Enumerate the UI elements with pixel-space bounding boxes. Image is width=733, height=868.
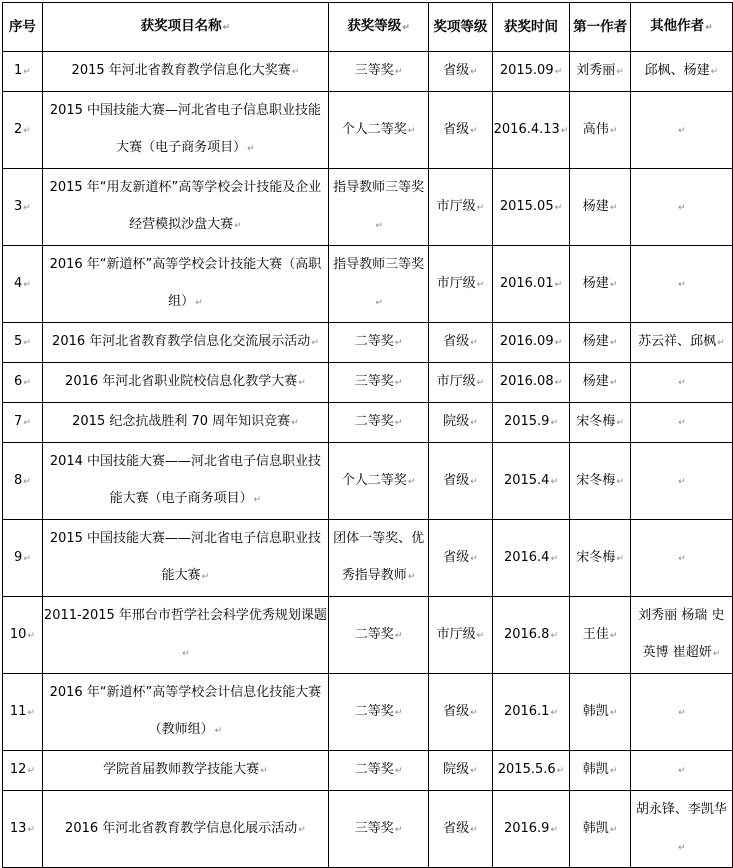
- table-row: [3, 363, 733, 403]
- paragraph-mark-icon: ↵: [560, 125, 569, 136]
- paragraph-mark-icon: ↵: [27, 707, 35, 718]
- cell-other-authors: [630, 52, 732, 92]
- paragraph-mark-icon: ↵: [678, 843, 686, 853]
- paragraph-mark-icon: ↵: [27, 766, 35, 776]
- cell-no-text: 9: [14, 549, 23, 565]
- cell-first-author: [570, 597, 630, 674]
- cell-award-level-text: 市厅级: [436, 626, 476, 642]
- paragraph-mark-icon: ↵: [609, 125, 618, 136]
- table-row: [3, 52, 733, 92]
- cell-date: [492, 443, 570, 520]
- cell-other-authors: [630, 674, 732, 751]
- cell-date-text: 2015.09: [499, 63, 554, 78]
- cell-no: [3, 246, 43, 323]
- cell-award-level-text: 省级: [443, 820, 470, 836]
- paragraph-mark-icon: ↵: [23, 125, 31, 136]
- paragraph-mark-icon: ↵: [27, 824, 35, 835]
- paragraph-mark-icon: ↵: [616, 476, 624, 487]
- cell-no-text: 8: [14, 472, 23, 488]
- table-row: [3, 323, 733, 363]
- paragraph-mark-icon: ↵: [201, 572, 210, 582]
- cell-date: [492, 751, 570, 791]
- paragraph-mark-icon: ↵: [554, 338, 563, 348]
- cell-date-text: 2016.9: [503, 820, 550, 836]
- cell-award-text: 二等奖: [354, 334, 394, 349]
- cell-first-author-text: 韩凯: [582, 820, 609, 836]
- cell-project-name-text: 2014 中国技能大赛——河北省电子信息职业技能大赛（电子商务项目）: [49, 454, 322, 506]
- cell-date-text: 2016.08: [499, 374, 554, 389]
- paragraph-mark-icon: ↵: [195, 298, 203, 308]
- cell-first-author-text: 刘秀丽: [576, 63, 616, 78]
- table-row: [3, 246, 733, 323]
- paragraph-mark-icon: ↵: [311, 338, 319, 348]
- cell-other-authors: [630, 169, 732, 246]
- cell-other-authors: [630, 323, 732, 363]
- paragraph-mark-icon: ↵: [710, 67, 719, 77]
- paragraph-mark-icon: ↵: [554, 202, 563, 213]
- paragraph-mark-icon: ↵: [394, 338, 403, 348]
- paragraph-mark-icon: ↵: [394, 378, 403, 388]
- paragraph-mark-icon: ↵: [407, 125, 416, 136]
- cell-date: [492, 674, 570, 751]
- cell-award-level: [429, 751, 492, 791]
- paragraph-mark-icon: ↵: [550, 707, 558, 718]
- paragraph-mark-icon: ↵: [609, 707, 618, 718]
- paragraph-mark-icon: ↵: [609, 378, 618, 388]
- paragraph-mark-icon: ↵: [678, 378, 686, 388]
- cell-other-authors: [630, 443, 732, 520]
- cell-award-text: 指导教师三等奖: [333, 257, 425, 272]
- paragraph-mark-icon: ↵: [470, 125, 478, 136]
- paragraph-mark-icon: ↵: [470, 707, 478, 718]
- cell-date: [492, 403, 570, 443]
- cell-date: [492, 52, 570, 92]
- cell-project-name: [42, 751, 328, 791]
- header-award: 获奖等级↵: [329, 3, 429, 52]
- cell-first-author: [570, 246, 630, 323]
- paragraph-mark-icon: ↵: [23, 279, 31, 290]
- cell-date-text: 2015.4: [503, 472, 550, 488]
- cell-other-authors: [630, 791, 732, 868]
- cell-no: [3, 169, 43, 246]
- paragraph-mark-icon: ↵: [470, 824, 478, 835]
- cell-first-author-text: 杨建: [582, 374, 609, 389]
- cell-no-text: 10: [9, 626, 27, 642]
- cell-project-name: [42, 169, 328, 246]
- paragraph-mark-icon: ↵: [554, 67, 563, 77]
- cell-first-author: [570, 169, 630, 246]
- paragraph-mark-icon: ↵: [616, 553, 624, 564]
- cell-no: [3, 520, 43, 597]
- cell-project-name-text: 2015 纪念抗战胜利 70 周年知识竞赛: [72, 414, 291, 429]
- cell-award: [329, 791, 429, 868]
- paragraph-mark-icon: ↵: [470, 766, 478, 776]
- paragraph-mark-icon: ↵: [298, 378, 306, 388]
- paragraph-mark-icon: ↵: [27, 630, 35, 641]
- paragraph-mark-icon: ↵: [609, 766, 618, 776]
- paragraph-mark-icon: ↵: [609, 279, 618, 290]
- paragraph-mark-icon: ↵: [550, 418, 558, 428]
- paragraph-mark-icon: ↵: [550, 553, 558, 564]
- cell-award-text: 三等奖: [354, 820, 394, 836]
- cell-project-name-text: 2016 年“新道杯”高等学校会计技能大赛（高职组）: [49, 257, 322, 309]
- cell-other-authors: [630, 403, 732, 443]
- paragraph-mark-icon: ↵: [678, 202, 686, 213]
- cell-award: [329, 520, 429, 597]
- cell-award: [329, 597, 429, 674]
- cell-date-text: 2016.01: [499, 275, 554, 291]
- paragraph-mark-icon: ↵: [476, 378, 485, 388]
- cell-award-level: [429, 443, 492, 520]
- paragraph-mark-icon: ↵: [717, 338, 725, 348]
- cell-other-authors-text: 刘秀丽 杨瑞 史英博 崔超妍: [638, 608, 725, 660]
- paragraph-mark-icon: ↵: [214, 726, 223, 736]
- cell-date-text: 2015.5.6: [497, 762, 556, 777]
- paragraph-mark-icon: ↵: [678, 125, 686, 136]
- cell-first-author: [570, 323, 630, 363]
- cell-project-name-text: 2015 中国技能大赛——河北省电子信息职业技能大赛: [49, 531, 322, 583]
- header-date: 获奖时间: [492, 3, 570, 52]
- cell-no-text: 6: [14, 374, 23, 389]
- paragraph-mark-icon: ↵: [678, 279, 686, 290]
- cell-award-level-text: 省级: [443, 121, 470, 137]
- paragraph-mark-icon: ↵: [407, 476, 416, 487]
- cell-project-name: [42, 520, 328, 597]
- cell-project-name: [42, 443, 328, 520]
- cell-award: [329, 363, 429, 403]
- cell-other-authors: [630, 597, 732, 674]
- cell-award-level: [429, 323, 492, 363]
- cell-first-author: [570, 751, 630, 791]
- cell-first-author-text: 韩凯: [582, 703, 609, 719]
- cell-other-authors-text: 苏云祥、邱枫: [638, 334, 717, 349]
- cell-award-level: [429, 246, 492, 323]
- cell-award-level-text: 省级: [443, 472, 470, 488]
- paragraph-mark-icon: ↵: [260, 766, 268, 776]
- cell-award-text: 个人二等奖: [341, 121, 407, 137]
- cell-project-name-text: 2016 年“新道杯”高等学校会计信息化技能大赛（教师组）: [49, 685, 322, 737]
- cell-award-level-text: 省级: [443, 63, 470, 78]
- cell-award: [329, 323, 429, 363]
- cell-award: [329, 674, 429, 751]
- paragraph-mark-icon: ↵: [23, 338, 31, 348]
- cell-no: [3, 323, 43, 363]
- cell-award: [329, 443, 429, 520]
- cell-no: [3, 751, 43, 791]
- cell-project-name-text: 2016 年河北省教育教学信息化展示活动: [65, 820, 298, 836]
- paragraph-mark-icon: ↵: [609, 202, 618, 213]
- cell-award: [329, 751, 429, 791]
- header-other-authors: 其他作者↵: [630, 3, 732, 52]
- paragraph-mark-icon: ↵: [375, 221, 383, 231]
- cell-award-level-text: 市厅级: [436, 198, 476, 214]
- paragraph-mark-icon: ↵: [23, 67, 31, 77]
- cell-award: [329, 246, 429, 323]
- paragraph-mark-icon: ↵: [609, 338, 618, 348]
- cell-date-text: 2016.1: [503, 703, 550, 719]
- cell-first-author-text: 王佳: [582, 626, 609, 642]
- paragraph-mark-icon: ↵: [470, 418, 478, 428]
- cell-award: [329, 52, 429, 92]
- cell-project-name-text: 2016 年河北省教育教学信息化交流展示活动: [52, 334, 311, 349]
- cell-no-text: 3: [14, 198, 23, 214]
- cell-project-name: [42, 363, 328, 403]
- cell-first-author-text: 高伟: [582, 121, 609, 137]
- cell-no-text: 7: [14, 414, 23, 429]
- cell-project-name: [42, 597, 328, 674]
- cell-no-text: 12: [9, 762, 27, 777]
- cell-award-level: [429, 363, 492, 403]
- cell-date-text: 2015.9: [503, 414, 550, 429]
- paragraph-mark-icon: ↵: [470, 553, 478, 564]
- table-row: [3, 443, 733, 520]
- cell-date-text: 2016.8: [503, 626, 550, 642]
- paragraph-mark-icon: ↵: [550, 824, 558, 835]
- cell-no-text: 5: [14, 334, 23, 349]
- paragraph-mark-icon: ↵: [616, 67, 624, 77]
- cell-first-author: [570, 791, 630, 868]
- header-first-author: 第一作者: [570, 3, 630, 52]
- cell-first-author: [570, 520, 630, 597]
- cell-no: [3, 597, 43, 674]
- table-row: [3, 92, 733, 169]
- paragraph-mark-icon: ↵: [291, 418, 299, 428]
- cell-award-text: 个人二等奖: [341, 472, 407, 488]
- paragraph-mark-icon: ↵: [23, 378, 31, 388]
- header-name: 获奖项目名称↵: [42, 3, 328, 52]
- cell-other-authors: [630, 363, 732, 403]
- cell-date: [492, 791, 570, 868]
- cell-project-name-text: 2015 年“用友新道杯”高等学校会计技能及企业经营模拟沙盘大赛: [49, 180, 322, 232]
- paragraph-mark-icon: ↵: [609, 824, 618, 835]
- paragraph-mark-icon: ↵: [394, 707, 403, 718]
- cell-other-authors: [630, 751, 732, 791]
- cell-no-text: 11: [9, 703, 27, 719]
- paragraph-mark-icon: ↵: [678, 476, 686, 487]
- cell-project-name: [42, 403, 328, 443]
- cell-date-text: 2015.05: [499, 198, 554, 214]
- cell-award-text: 二等奖: [354, 626, 394, 642]
- cell-no-text: 13: [9, 820, 27, 836]
- cell-award-level: [429, 597, 492, 674]
- paragraph-mark-icon: ↵: [394, 630, 403, 641]
- paragraph-mark-icon: ↵: [470, 338, 478, 348]
- paragraph-mark-icon: ↵: [253, 495, 262, 505]
- paragraph-mark-icon: ↵: [609, 630, 618, 641]
- paragraph-mark-icon: ↵: [394, 418, 403, 428]
- paragraph-mark-icon: ↵: [556, 766, 565, 776]
- cell-award-text: 二等奖: [354, 762, 394, 777]
- cell-first-author: [570, 363, 630, 403]
- cell-other-authors-text: 胡永锋、李凯华: [635, 802, 727, 817]
- cell-first-author-text: 宋冬梅: [576, 414, 616, 429]
- cell-project-name: [42, 791, 328, 868]
- cell-project-name: [42, 52, 328, 92]
- cell-award-level-text: 市厅级: [436, 275, 476, 291]
- paragraph-mark-icon: ↵: [616, 418, 624, 428]
- cell-date: [492, 169, 570, 246]
- paragraph-mark-icon: ↵: [678, 553, 686, 564]
- paragraph-mark-icon: ↵: [470, 476, 478, 487]
- cell-date-text: 2016.4: [503, 549, 550, 565]
- table-row: [3, 791, 733, 868]
- cell-award-level-text: 市厅级: [436, 374, 476, 389]
- table-row: [3, 403, 733, 443]
- cell-first-author-text: 杨建: [582, 198, 609, 214]
- cell-award-level: [429, 92, 492, 169]
- table-row: [3, 169, 733, 246]
- cell-first-author: [570, 443, 630, 520]
- cell-award-text: 团体一等奖、优秀指导教师: [333, 531, 425, 583]
- cell-first-author-text: 宋冬梅: [576, 549, 616, 565]
- cell-award-text: 指导教师三等奖: [333, 180, 425, 195]
- cell-award-level: [429, 169, 492, 246]
- cell-project-name-text: 2015 年河北省教育教学信息化大奖赛: [71, 63, 291, 78]
- cell-date: [492, 520, 570, 597]
- cell-award-text: 三等奖: [354, 63, 394, 78]
- paragraph-mark-icon: ↵: [550, 630, 558, 641]
- cell-project-name: [42, 323, 328, 363]
- cell-award: [329, 403, 429, 443]
- cell-no: [3, 92, 43, 169]
- paragraph-mark-icon: ↵: [291, 67, 300, 77]
- cell-date: [492, 246, 570, 323]
- cell-first-author-text: 韩凯: [582, 762, 609, 777]
- table-row: [3, 597, 733, 674]
- cell-other-authors-text: 邱枫、杨建: [644, 63, 710, 78]
- cell-no-text: 1: [14, 63, 23, 78]
- cell-project-name: [42, 92, 328, 169]
- cell-first-author-text: 杨建: [582, 334, 609, 349]
- cell-no: [3, 674, 43, 751]
- paragraph-mark-icon: ↵: [476, 202, 485, 213]
- table-header-row: [3, 3, 733, 52]
- table-row: [3, 751, 733, 791]
- cell-award-text: 二等奖: [354, 414, 394, 429]
- cell-no-text: 2: [14, 121, 23, 137]
- cell-award-level-text: 省级: [443, 703, 470, 719]
- cell-other-authors: [630, 246, 732, 323]
- cell-award: [329, 92, 429, 169]
- paragraph-mark-icon: ↵: [394, 824, 403, 835]
- cell-award: [329, 169, 429, 246]
- paragraph-mark-icon: ↵: [23, 418, 31, 428]
- cell-date-text: 2016.09: [499, 334, 554, 349]
- paragraph-mark-icon: ↵: [678, 707, 686, 718]
- cell-first-author: [570, 52, 630, 92]
- cell-first-author-text: 杨建: [582, 275, 609, 291]
- cell-award-level-text: 院级: [443, 762, 470, 777]
- paragraph-mark-icon: ↵: [23, 202, 31, 213]
- paragraph-mark-icon: ↵: [550, 476, 558, 487]
- paragraph-mark-icon: ↵: [394, 67, 403, 77]
- cell-other-authors: [630, 92, 732, 169]
- paragraph-mark-icon: ↵: [23, 553, 31, 564]
- cell-other-authors: [630, 520, 732, 597]
- cell-first-author: [570, 92, 630, 169]
- cell-award-level: [429, 791, 492, 868]
- cell-no: [3, 52, 43, 92]
- cell-date-text: 2016.4.13: [493, 121, 560, 137]
- table-row: [3, 520, 733, 597]
- awards-table: [2, 2, 733, 868]
- paragraph-mark-icon: ↵: [247, 144, 255, 154]
- cell-date: [492, 363, 570, 403]
- paragraph-mark-icon: ↵: [712, 649, 721, 659]
- cell-project-name-text: 2011-2015 年邢台市哲学社会科学优秀规划课题: [43, 608, 327, 623]
- cell-project-name-text: 2016 年河北省职业院校信息化教学大赛: [65, 374, 298, 389]
- header-level: 奖项等级: [429, 3, 492, 52]
- cell-award-text: 二等奖: [354, 703, 394, 719]
- cell-project-name: [42, 674, 328, 751]
- paragraph-mark-icon: ↵: [407, 572, 416, 582]
- paragraph-mark-icon: ↵: [554, 279, 563, 290]
- cell-award-level: [429, 674, 492, 751]
- cell-award-text: 三等奖: [354, 374, 394, 389]
- paragraph-mark-icon: ↵: [375, 298, 383, 308]
- header-no: 序号: [3, 3, 43, 52]
- cell-award-level: [429, 403, 492, 443]
- cell-first-author: [570, 403, 630, 443]
- cell-date: [492, 323, 570, 363]
- cell-project-name: [42, 246, 328, 323]
- cell-project-name-text: 2015 中国技能大赛—河北省电子信息职业技能大赛（电子商务项目）: [49, 103, 322, 155]
- cell-no-text: 4: [14, 275, 23, 291]
- paragraph-mark-icon: ↵: [678, 766, 686, 776]
- cell-award-level: [429, 52, 492, 92]
- paragraph-mark-icon: ↵: [298, 824, 306, 835]
- cell-no: [3, 403, 43, 443]
- paragraph-mark-icon: ↵: [476, 630, 485, 641]
- paragraph-mark-icon: ↵: [476, 279, 485, 290]
- cell-award-level-text: 省级: [443, 334, 470, 349]
- paragraph-mark-icon: ↵: [394, 766, 403, 776]
- paragraph-mark-icon: ↵: [470, 67, 478, 77]
- paragraph-mark-icon: ↵: [678, 418, 686, 428]
- cell-first-author-text: 宋冬梅: [576, 472, 616, 488]
- paragraph-mark-icon: ↵: [554, 378, 563, 388]
- paragraph-mark-icon: ↵: [23, 476, 31, 487]
- cell-date: [492, 597, 570, 674]
- cell-award-level: [429, 520, 492, 597]
- cell-award-level-text: 院级: [443, 414, 470, 429]
- cell-no: [3, 363, 43, 403]
- table-row: [3, 674, 733, 751]
- cell-no: [3, 443, 43, 520]
- cell-date: [492, 92, 570, 169]
- cell-no: [3, 791, 43, 868]
- cell-award-level-text: 省级: [443, 549, 470, 565]
- cell-first-author: [570, 674, 630, 751]
- cell-project-name-text: 学院首届教师教学技能大赛: [103, 762, 260, 777]
- paragraph-mark-icon: ↵: [234, 221, 242, 231]
- paragraph-mark-icon: ↵: [182, 649, 190, 659]
